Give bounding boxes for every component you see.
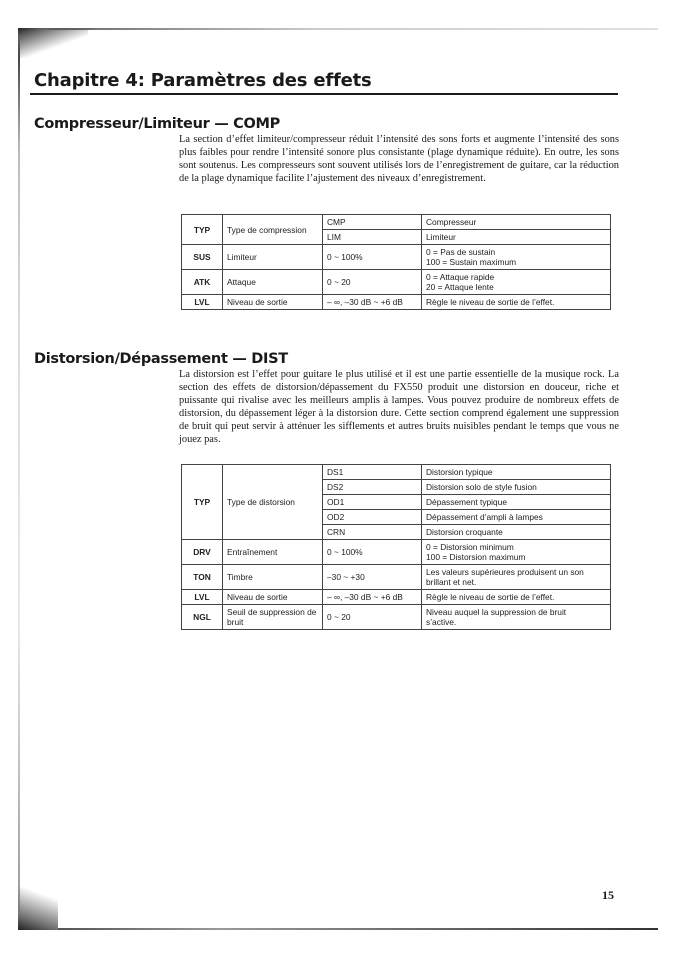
scan-edge-bottom [18, 928, 658, 930]
param-range: – ∞, –30 dB ~ +6 dB [323, 590, 422, 605]
section-paragraph-comp: La section d’effet limiteur/compresseur réduit l’intensité des sons forts et augmente l’intensité des sons plus faibles pour rendre l’intensité sonore plus consistante (plage dynamique réduite). En outre, les sons sont soutenus. Les compresseurs sont souvent utilisés lors de l’enregistrement de guitare, car la réduction de la plage dynamique facilite l’ajustement des niveaux d’enregistrement. [179, 134, 619, 184]
table-row [182, 270, 611, 295]
comp-parameter-table [181, 214, 611, 310]
option-value: DS1 [323, 465, 422, 480]
section-title-dist: Distorsion/Dépassement — DIST [34, 351, 288, 367]
param-description: Niveau de sortie [223, 295, 323, 310]
param-code: SUS [182, 245, 223, 270]
page-number: 15 [602, 888, 614, 902]
option-meaning: Distorsion typique [422, 465, 611, 480]
param-code: LVL [182, 295, 223, 310]
option-value: OD1 [323, 495, 422, 510]
param-explanation: Les valeurs supérieures produisent un son brillant et net. [422, 565, 611, 590]
table-row [182, 295, 611, 310]
section-paragraph-dist: La distorsion est l’effet pour guitare le plus utilisé et il est une partie essentielle de la musique rock. La section des effets de distorsion/dépassement du FX550 produit une distorsion en douceur, riche et puissante qui rivalise avec les meilleurs amplis à lampes. Vous pouvez produire de nombreux effets de distorsion, du dépassement léger à la distorsion dure. Cette section comprend également une suppression de bruit qui peut servir à atténuer les sifflements et autres bruits nuisibles pendant le temps que vous ne jouez pas. [179, 369, 619, 445]
param-description: Seuil de suppression de bruit [223, 605, 323, 630]
param-code: LVL [182, 590, 223, 605]
option-value: OD2 [323, 510, 422, 525]
param-range: –30 ~ +30 [323, 565, 422, 590]
param-code: TON [182, 565, 223, 590]
option-value: CRN [323, 525, 422, 540]
scan-edge-top [18, 28, 658, 30]
option-meaning: Dépassement d’ampli à lampes [422, 510, 611, 525]
table-row [182, 605, 611, 630]
param-code: TYP [182, 465, 223, 540]
scan-shadow-top-left [18, 28, 88, 58]
table-row [182, 590, 611, 605]
option-value: DS2 [323, 480, 422, 495]
param-range: 0 ~ 20 [323, 605, 422, 630]
param-description: Entraînement [223, 540, 323, 565]
param-description: Type de distorsion [223, 465, 323, 540]
param-range: 0 ~ 100% [323, 245, 422, 270]
param-explanation: Règle le niveau de sortie de l’effet. [422, 590, 611, 605]
param-range: – ∞, –30 dB ~ +6 dB [323, 295, 422, 310]
param-description: Limiteur [223, 245, 323, 270]
option-meaning: Limiteur [422, 230, 611, 245]
table-row [182, 540, 611, 565]
chapter-title: Chapitre 4: Paramètres des effets [34, 70, 372, 91]
scan-shadow-bottom-left [18, 880, 58, 930]
param-range: 0 ~ 20 [323, 270, 422, 295]
option-meaning: Compresseur [422, 215, 611, 230]
param-description: Type de compression [223, 215, 323, 245]
option-value: CMP [323, 215, 422, 230]
param-explanation: Règle le niveau de sortie de l’effet. [422, 295, 611, 310]
dist-parameter-table [181, 464, 611, 630]
table-row [182, 245, 611, 270]
table-row [182, 565, 611, 590]
param-code: ATK [182, 270, 223, 295]
chapter-rule [30, 93, 618, 95]
param-code: TYP [182, 215, 223, 245]
table-row [182, 215, 611, 230]
param-code: NGL [182, 605, 223, 630]
option-value: LIM [323, 230, 422, 245]
option-meaning: Dépassement typique [422, 495, 611, 510]
param-description: Timbre [223, 565, 323, 590]
param-explanation: 0 = Attaque rapide 20 = Attaque lente [422, 270, 611, 295]
param-explanation: 0 = Distorsion minimum 100 = Distorsion maximum [422, 540, 611, 565]
option-meaning: Distorsion croquante [422, 525, 611, 540]
param-description: Niveau de sortie [223, 590, 323, 605]
section-title-comp: Compresseur/Limiteur — COMP [34, 116, 280, 132]
table-row [182, 465, 611, 480]
param-explanation: Niveau auquel la suppression de bruit s’active. [422, 605, 611, 630]
option-meaning: Distorsion solo de style fusion [422, 480, 611, 495]
param-range: 0 ~ 100% [323, 540, 422, 565]
param-description: Attaque [223, 270, 323, 295]
param-explanation: 0 = Pas de sustain 100 = Sustain maximum [422, 245, 611, 270]
scan-edge-left [18, 30, 20, 930]
param-code: DRV [182, 540, 223, 565]
